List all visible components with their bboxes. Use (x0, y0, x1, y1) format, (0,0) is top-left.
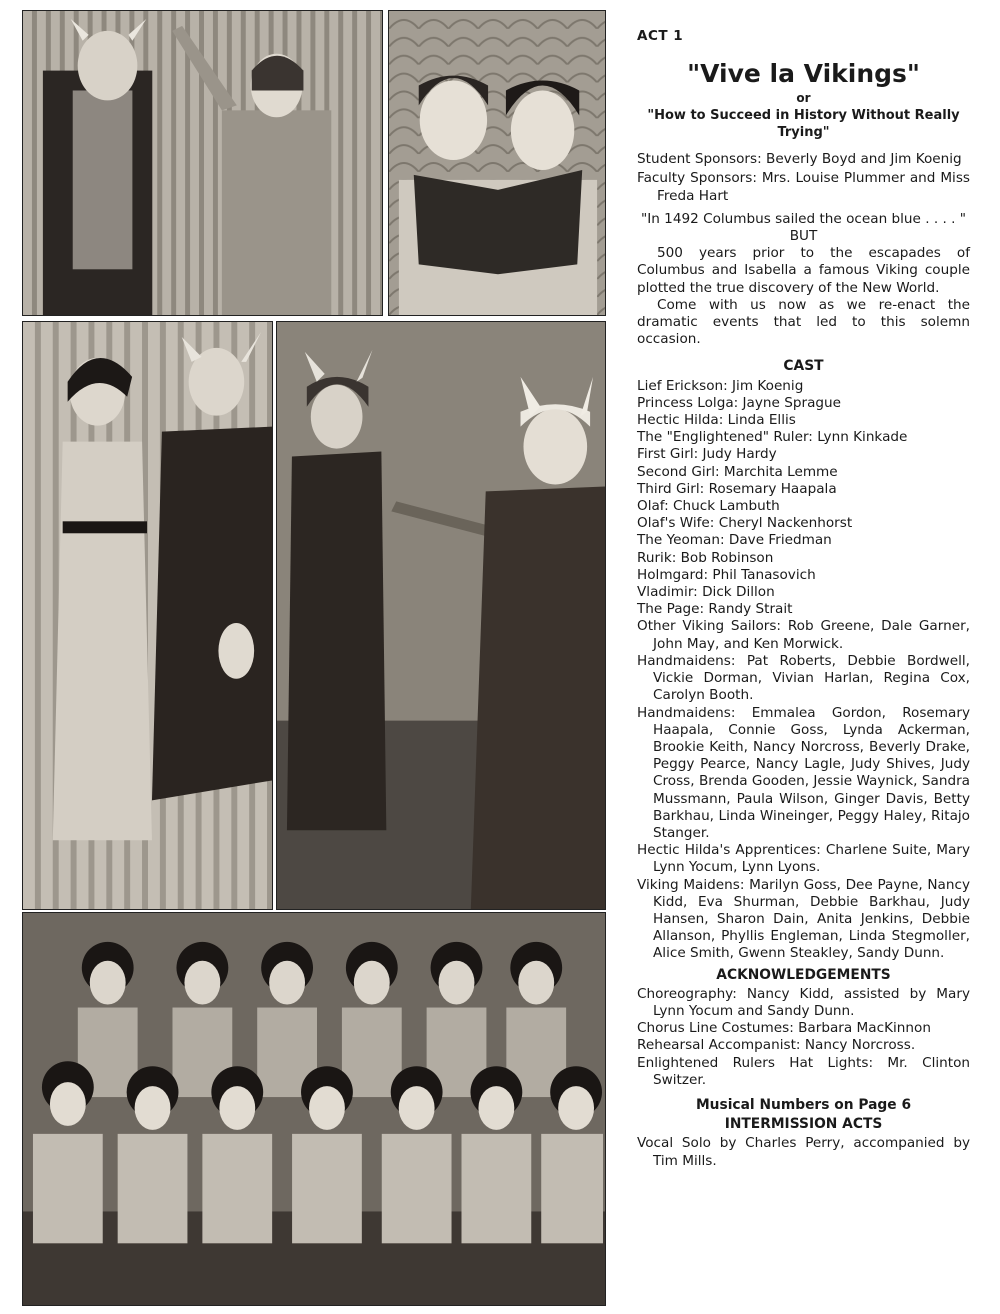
cast-item: Other Viking Sailors: Rob Greene, Dale Garner, John May, and Ken Morwick. (637, 618, 970, 652)
cast-item: Princess Lolga: Jayne Sprague (637, 394, 842, 411)
cast-item: Viking Maidens: Marilyn Goss, Dee Payne, Nancy Kidd, Eva Shurman, Debbie Barkhau, Judy Hansen, Sharon Dain, Anita Jenkins, Debbie Allanson, Phyllis Engleman, Linda Stegmoller, Alice Smith, Gwenn Steakley, Sandy Dunn. (637, 876, 970, 962)
acknowledgements-list (637, 986, 970, 1089)
intermission-text: Vocal Solo by Charles Perry, accompanied by Tim Mills. (637, 1135, 970, 1169)
acknowledgement-item: Enlightened Rulers Hat Lights: Mr. Clinton Switzer. (637, 1054, 970, 1088)
act-label: ACT 1 (637, 28, 684, 44)
acknowledgement-item: Rehearsal Accompanist: Nancy Norcross. (637, 1037, 916, 1054)
cast-item: Handmaidens: Pat Roberts, Debbie Bordwell, Vickie Dorman, Vivian Harlan, Regina Cox, Carolyn Booth. (637, 652, 970, 704)
cast-item: Third Girl: Rosemary Haapala (637, 480, 837, 497)
cast-item: Holmgard: Phil Tanasovich (637, 566, 816, 583)
intermission-heading: INTERMISSION ACTS (724, 1116, 883, 1133)
play-subtitle: "How to Succeed in History Without Really Trying" (647, 108, 960, 141)
photo-chorus-line-group (22, 912, 606, 1306)
cast-item: The Page: Randy Strait (637, 601, 793, 618)
cast-item: The Yeoman: Dave Friedman (637, 532, 832, 549)
faculty-sponsors: Faculty Sponsors: Mrs. Louise Plummer and Miss Freda Hart (637, 170, 970, 204)
photo-two-women-with-book (388, 10, 606, 316)
cast-item: Hectic Hilda: Linda Ellis (637, 412, 796, 429)
intro-paragraph: 500 years prior to the escapades of Columbus and Isabella a famous Viking couple plotted the true discovery of the New World. (637, 245, 970, 296)
program-text-column (637, 28, 970, 1170)
or-label: or (796, 91, 811, 106)
photo-viking-with-broom (276, 321, 606, 910)
student-sponsors: Student Sponsors: Beverly Boyd and Jim Koenig (637, 151, 962, 168)
cast-item: Hectic Hilda's Apprentices: Charlene Suite, Mary Lynn Yocum, Lynn Lyons. (637, 842, 970, 876)
cast-item: Olaf: Chuck Lambuth (637, 498, 780, 515)
cast-item: Second Girl: Marchita Lemme (637, 463, 838, 480)
cast-item: Vladimir: Dick Dillon (637, 584, 775, 601)
intro-paragraph: Come with us now as we re-enact the dramatic events that led to this solemn occasion. (637, 296, 970, 348)
cast-item: Handmaidens: Emmalea Gordon, Rosemary Haapala, Connie Goss, Lynda Ackerman, Brookie Keith, Nancy Norcross, Beverly Drake, Peggy Pearce, Nancy Lagle, Judy Shives, Judy Cross, Brenda Gooden, Jessie Waynick, Sandra Mussmann, Paula Wilson, Ginger Davis, Betty Barkhau, Linda Wineinger, Peggy Haley, Ritajo Stanger. (637, 704, 970, 841)
acknowledgements-heading: ACKNOWLEDGEMENTS (716, 966, 891, 983)
cast-item: Olaf's Wife: Cheryl Nackenhorst (637, 515, 853, 532)
play-title: "Vive la Vikings" (687, 59, 920, 89)
acknowledgement-item: Choreography: Nancy Kidd, assisted by Mary Lynn Yocum and Sandy Dunn. (637, 985, 970, 1019)
cast-list (637, 378, 970, 963)
cast-heading: CAST (783, 358, 824, 375)
cast-item: The "Englightened" Ruler: Lynn Kinkade (637, 429, 908, 446)
cast-item: Rurik: Bob Robinson (637, 549, 774, 566)
columbus-quote: "In 1492 Columbus sailed the ocean blue . . . . " (640, 210, 967, 227)
musical-numbers-note: Musical Numbers on Page 6 (695, 1096, 912, 1113)
acknowledgement-item: Chorus Line Costumes: Barbara MacKinnon (637, 1020, 931, 1037)
photo-couple-embracing (22, 321, 273, 910)
but-label: BUT (789, 228, 818, 245)
cast-item: Lief Erickson: Jim Koenig (637, 377, 804, 394)
photo-viking-and-woman (22, 10, 383, 316)
cast-item: First Girl: Judy Hardy (637, 446, 777, 463)
